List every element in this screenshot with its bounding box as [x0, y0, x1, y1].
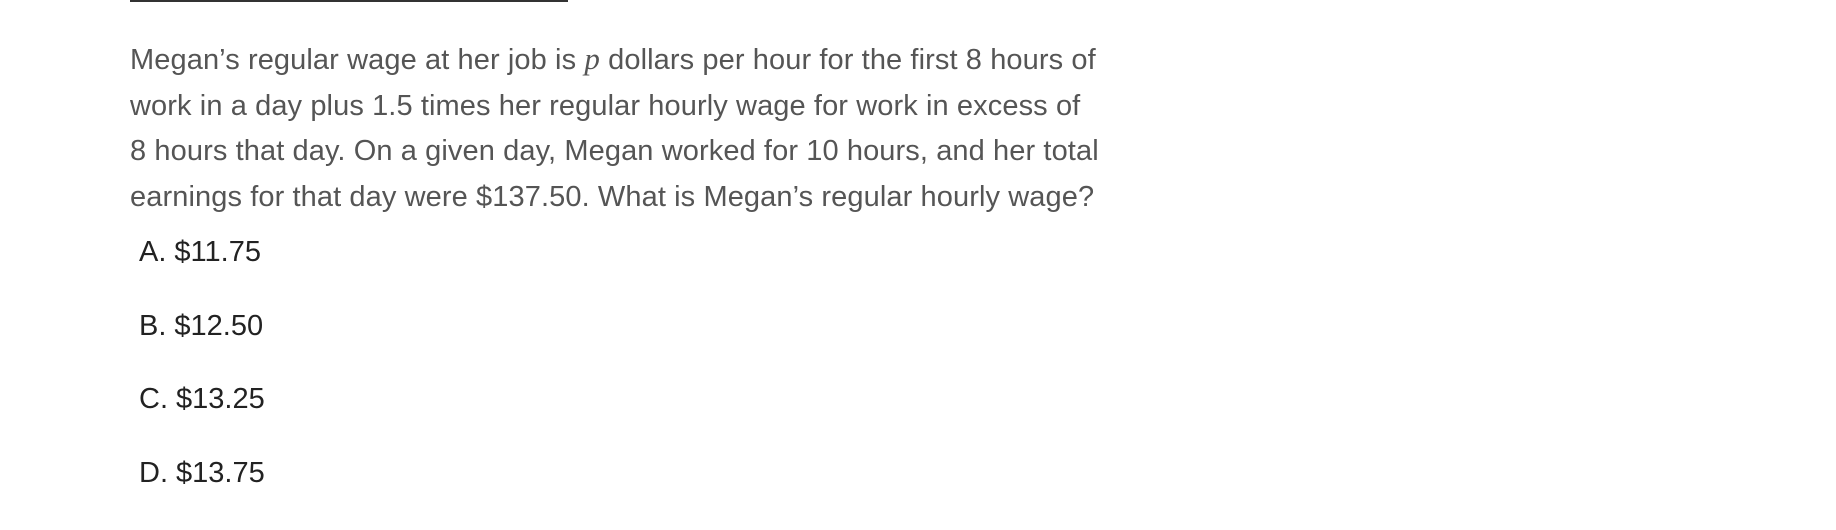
question-line-2: work in a day plus 1.5 times her regular hourly wage for work in excess of	[130, 84, 1210, 130]
choice-value: $11.75	[174, 236, 261, 269]
question-line-3: 8 hours that day. On a given day, Megan worked for 10 hours, and her total	[130, 129, 1210, 175]
choice-value: $12.50	[174, 310, 263, 343]
choice-c[interactable]	[139, 383, 265, 457]
choice-b[interactable]	[139, 310, 265, 384]
choice-letter: C.	[139, 383, 168, 416]
answer-choices	[139, 236, 265, 530]
question-line-1: Megan’s regular wage at her job is p dollars per hour for the first 8 hours of	[130, 36, 1210, 84]
choice-letter: D.	[139, 457, 168, 490]
choice-value: $13.25	[176, 383, 265, 416]
choice-a[interactable]	[139, 236, 265, 310]
top-divider	[130, 0, 568, 2]
choice-value: $13.75	[176, 457, 265, 490]
choice-d[interactable]	[139, 457, 265, 530]
question-line-4: earnings for that day were $137.50. What is Megan’s regular hourly wage?	[130, 175, 1210, 221]
question-text	[130, 36, 1210, 220]
choice-letter: A.	[139, 236, 166, 269]
choice-letter: B.	[139, 310, 166, 343]
variable-p: p	[584, 41, 600, 76]
